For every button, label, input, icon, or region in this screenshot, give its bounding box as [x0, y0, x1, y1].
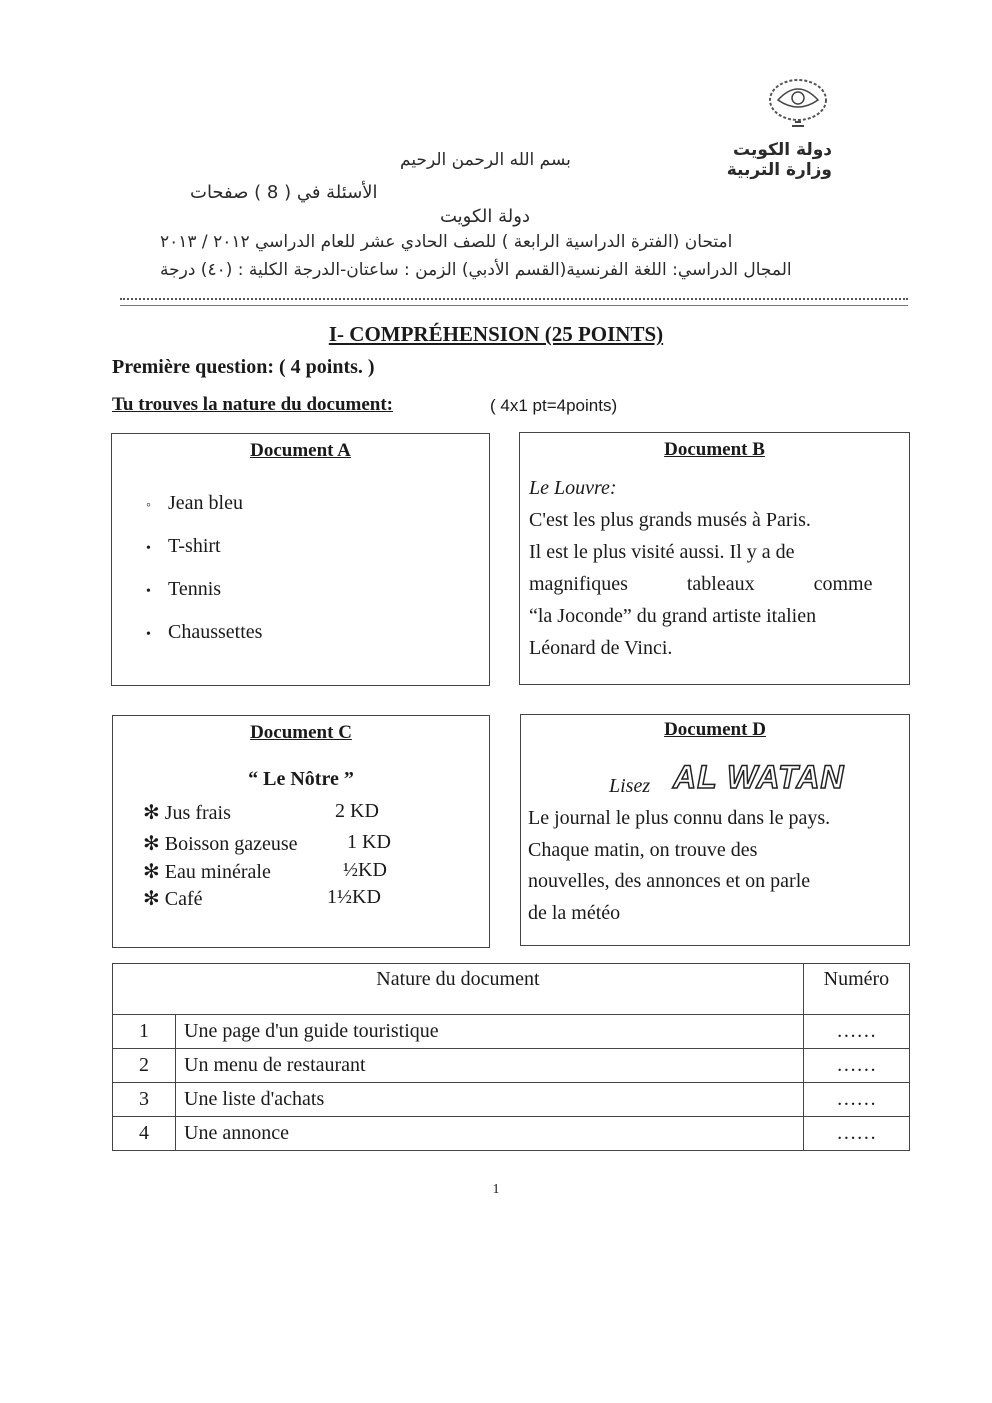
- bullet-icon: •: [146, 541, 151, 556]
- question-title: Première question: ( 4 points. ): [112, 356, 375, 378]
- table-row: [113, 1083, 910, 1117]
- asterisk-icon: ✻: [143, 833, 165, 855]
- row-nature: Une liste d'achats: [176, 1083, 804, 1117]
- menu-item-price: ½KD: [343, 859, 387, 881]
- row-number: 2: [113, 1049, 176, 1083]
- header-divider-2: [120, 305, 908, 306]
- ministry-name: وزارة التربية: [726, 160, 832, 180]
- page-number: 1: [492, 1182, 500, 1197]
- bullet-icon: ◦: [146, 498, 151, 513]
- list-item: [146, 578, 221, 601]
- table-row: [113, 1117, 910, 1151]
- instruction: Tu trouves la nature du document:: [112, 394, 394, 415]
- document-b-line: magnifiques tableaux comme: [529, 573, 873, 595]
- document-d-line: nouvelles, des annonces et on parle: [528, 870, 811, 892]
- menu-item-label: Eau minérale: [164, 861, 271, 883]
- kuwait-emblem: [766, 78, 830, 134]
- lisez-label: Lisez: [609, 775, 651, 797]
- document-b-title: Document B: [664, 439, 765, 460]
- row-number: 3: [113, 1083, 176, 1117]
- bullet-icon: •: [146, 584, 151, 599]
- ministry-country: دولة الكويت: [732, 140, 832, 160]
- menu-item: [143, 886, 203, 911]
- row-nature: Une annonce: [176, 1117, 804, 1151]
- table-row: [113, 1049, 910, 1083]
- document-b-heading: Le Louvre:: [529, 477, 617, 499]
- menu-item-price: 2 KD: [335, 800, 379, 822]
- list-item-text: Tennis: [168, 578, 222, 600]
- document-a: [111, 433, 490, 686]
- list-item-text: Jean bleu: [168, 492, 243, 514]
- menu-item-label: Jus frais: [164, 802, 231, 824]
- asterisk-icon: ✻: [143, 888, 165, 910]
- header-divider: [120, 298, 908, 300]
- document-d-line: de la météo: [528, 902, 621, 924]
- row-nature: Un menu de restaurant: [176, 1049, 804, 1083]
- menu-item-label: Café: [164, 888, 203, 910]
- menu-item-label: Boisson gazeuse: [164, 833, 298, 855]
- header-nature: Nature du document: [113, 964, 804, 1015]
- asterisk-icon: ✻: [143, 861, 165, 883]
- scoring-note: ( 4x1 pt=4points): [490, 396, 618, 415]
- list-item-text: Chaussettes: [168, 621, 263, 643]
- restaurant-name: “ Le Nôtre ”: [248, 768, 354, 790]
- row-answer[interactable]: ……: [803, 1049, 909, 1083]
- list-item-text: T-shirt: [168, 535, 221, 557]
- nature-table: [112, 963, 910, 1151]
- list-item: [146, 621, 262, 644]
- row-number: 4: [113, 1117, 176, 1151]
- row-nature: Une page d'un guide touristique: [176, 1015, 804, 1049]
- section-title: I- COMPRÉHENSION (25 POINTS): [328, 322, 664, 346]
- table-row: [113, 1015, 910, 1049]
- document-a-title: Document A: [250, 440, 351, 461]
- document-c-title: Document C: [250, 722, 352, 743]
- list-item: [146, 535, 221, 558]
- list-item: [146, 492, 243, 515]
- document-d-line: Chaque matin, on trouve des: [528, 839, 758, 861]
- document-b: [519, 432, 910, 685]
- document-d-line: Le journal le plus connu dans le pays.: [528, 807, 831, 829]
- country-heading: دولة الكويت: [440, 206, 530, 227]
- menu-item: [143, 859, 271, 884]
- menu-item-price: 1 KD: [347, 831, 391, 853]
- bullet-icon: •: [146, 627, 151, 642]
- row-number: 1: [113, 1015, 176, 1049]
- document-b-line: C'est les plus grands musés à Paris.: [529, 509, 811, 531]
- header-numero: Numéro: [803, 964, 909, 1015]
- al-watan-logo: AL WATAN: [673, 759, 845, 795]
- document-c: [112, 715, 490, 948]
- document-d-title: Document D: [664, 719, 766, 740]
- menu-item: [143, 800, 231, 825]
- menu-item-price: 1½KD: [327, 886, 381, 908]
- exam-line: امتحان (الفترة الدراسية الرابعة ) للصف الحادي عشر للعام الدراسي ٢٠١٢ / ٢٠١٣: [160, 232, 733, 252]
- subject-line: المجال الدراسي: اللغة الفرنسية(القسم الأدبي) الزمن : ساعتان-الدرجة الكلية : (٤٠) درجة: [160, 260, 792, 280]
- asterisk-icon: ✻: [143, 802, 165, 824]
- document-b-line: Il est le plus visité aussi. Il y a de: [529, 541, 795, 563]
- basmala: بسم الله الرحمن الرحيم: [400, 150, 571, 170]
- document-b-line: “la Joconde” du grand artiste italien: [529, 605, 817, 627]
- row-answer[interactable]: ……: [803, 1083, 909, 1117]
- pages-note: الأسئلة في ( 8 ) صفحات: [190, 182, 378, 203]
- row-answer[interactable]: ……: [803, 1015, 909, 1049]
- menu-item: [143, 831, 298, 856]
- document-b-line: Léonard de Vinci.: [529, 637, 673, 659]
- row-answer[interactable]: ……: [803, 1117, 909, 1151]
- document-d: [520, 714, 910, 946]
